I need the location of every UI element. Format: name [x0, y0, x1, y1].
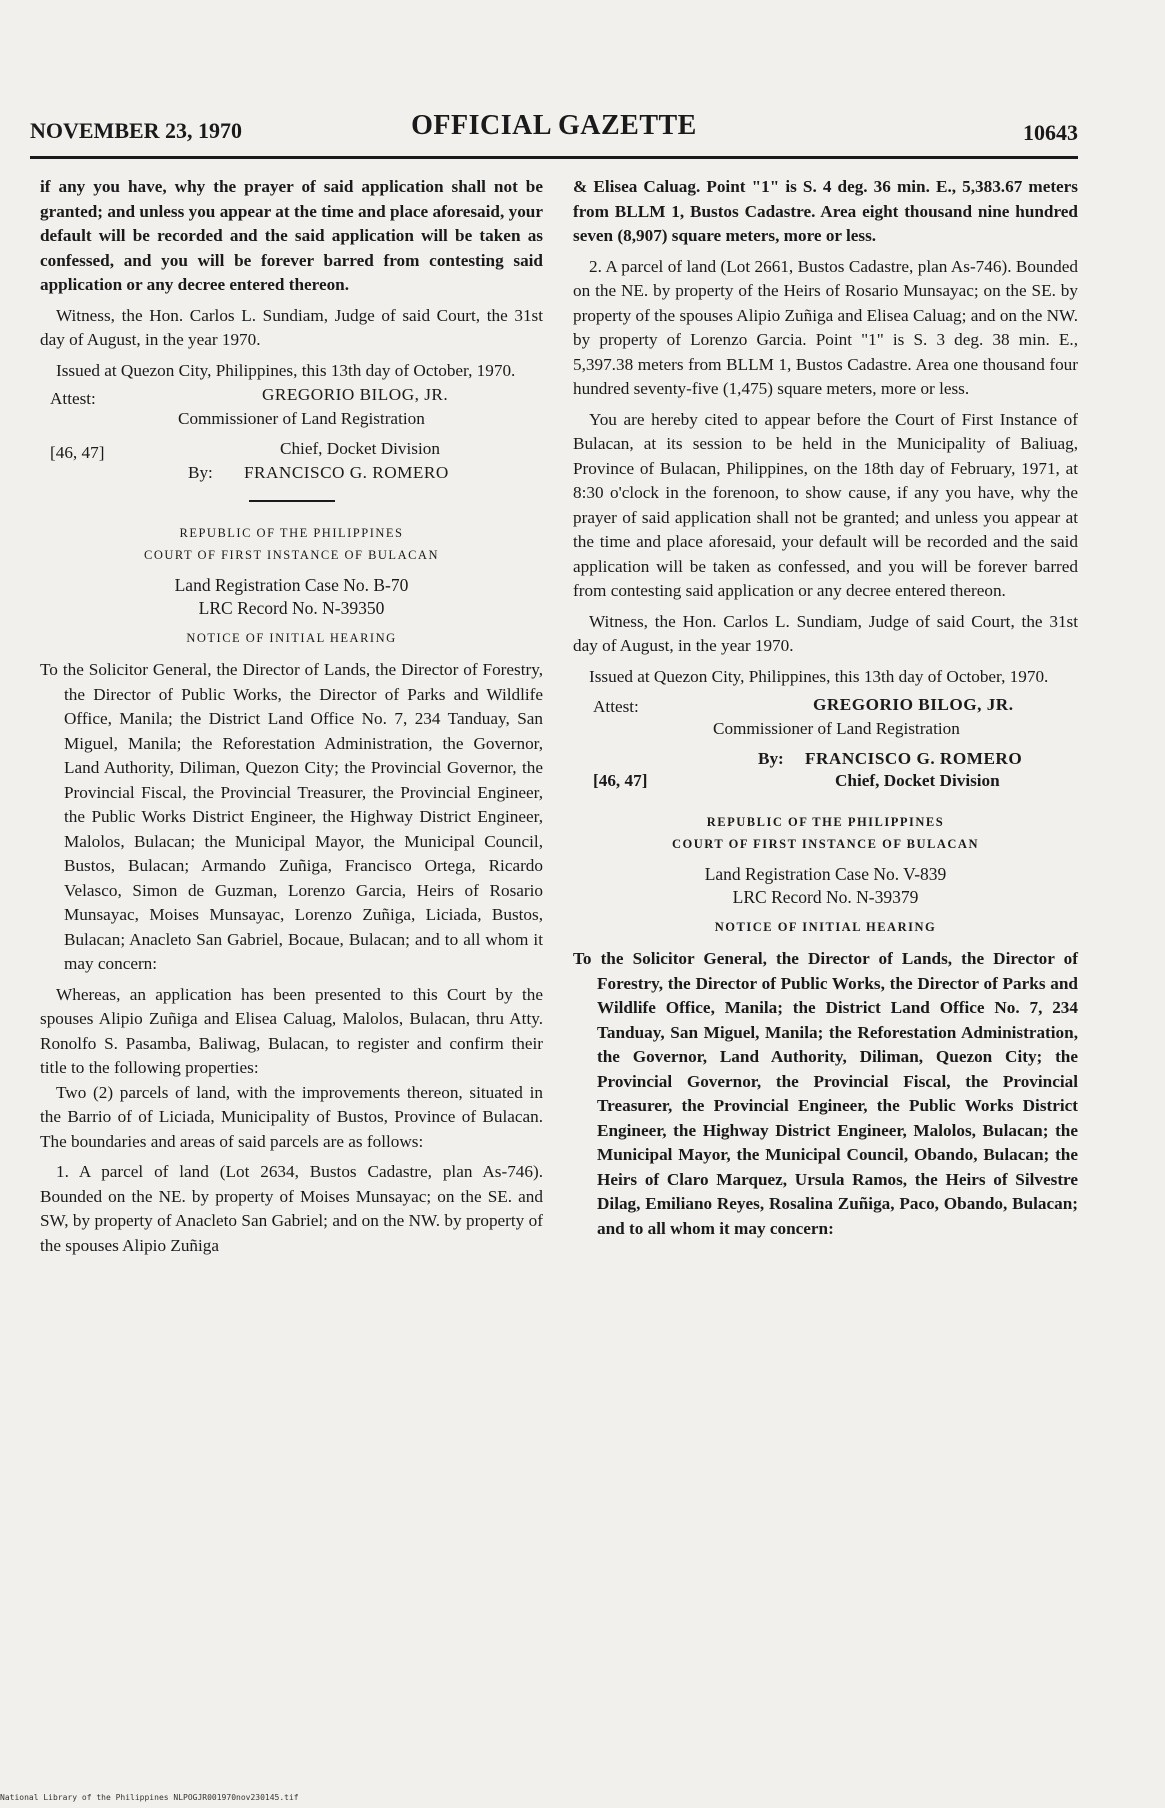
left-two-parcels: Two (2) parcels of land, with the improvements thereon, situated in the Barrio of of Liciada, Municipality of Bustos, Province of Bulacan. The boundaries and areas of said parcels are as follows: [40, 1082, 543, 1151]
header-rule [30, 156, 1078, 159]
left-attest-label: Attest: [50, 389, 96, 408]
right-column [573, 175, 1078, 1241]
right-ref: [46, 47] [593, 771, 648, 790]
right-attest-name: GREGORIO BILOG, JR. [813, 695, 1014, 714]
page-header [30, 108, 1078, 154]
right-chief-name: FRANCISCO G. ROMERO [805, 749, 1023, 768]
right-attest-block [573, 689, 1078, 789]
left-republic: REPUBLIC OF THE PHILIPPINES [179, 526, 404, 540]
left-witness: Witness, the Hon. Carlos L. Sundiam, Judge of said Court, the 31st day of August, in the year 1970. [40, 305, 543, 349]
issue-date: NOVEMBER 23, 1970 [30, 118, 243, 143]
right-court: COURT OF FIRST INSTANCE OF BULACAN [672, 837, 979, 851]
left-whereas: Whereas, an application has been presented to this Court by the spouses Alipio Zuñiga and Elisea Caluag, Malolos, Bulacan, thru Atty. Ronolfo S. Pasamba, Baliwag, Bulacan, to register and confirm their title to the following properties: [40, 984, 543, 1077]
left-attest-block [40, 383, 543, 488]
right-republic: REPUBLIC OF THE PHILIPPINES [706, 815, 945, 829]
page-number: 10643 [1023, 120, 1078, 145]
right-parcel-2: 2. A parcel of land (Lot 2661, Bustos Cadastre, plan As-746). Bounded on the NE. by property of the Heirs of Rosario Munsayac; on the SE. by property of the spouses Alipio Zuñiga and Elisea Caluag; and on the NW. by property of Lorenzo Garcia. Point "1" is S. 3 deg. 38 min. E., 5,397.38 meters from BLLM 1, Bustos Cadastre. Area one thousand four hundred seventy-five (1,475) square meters, more or less. [573, 256, 1078, 398]
left-issued: Issued at Quezon City, Philippines, this 13th day of October, 1970. [56, 360, 516, 380]
right-citation: You are hereby cited to appear before the Court of First Instance of Bulacan, at its session to be held in the Municipality of Baliuag, Province of Bulacan, Philippines, on the 18th day of February, 1971, at 8:30 o'clock in the forenoon, to show cause, if any you have, why the prayer of said application shall not be granted; and unless you appear at the time and place aforesaid, your default will be recorded and the said application will be taken as confessed, and you will be forever barred from contesting said application or any decree entered thereon. [573, 409, 1078, 600]
right-notice-heading: NOTICE OF INITIAL HEARING [714, 920, 937, 934]
right-case-number: Land Registration Case No. V-839 [704, 864, 947, 884]
right-record-number: LRC Record No. N-39379 [732, 887, 919, 907]
left-addressees: To the Solicitor General, the Director of Lands, the Director of Forestry, the Director of Public Works, the Director of Parks and Wildlife Office, Manila; the District Land Office No. 7, 234 Tanduay, San Miguel, Manila; the Reforestation Administration, the Governor, Land Authority, Diliman, Quezon City; the Provincial Governor, the Provincial Fiscal, the Provincial Treasurer, the Provincial Engineer, the Public Works District Engineer, the Highway District Engineer, Malolos, Bulacan; the Municipal Mayor, the Municipal Council, Bustos, Bulacan; Armando Zuñiga, Francisco Ortega, Ricardo Velasco, Simon de Guzman, Lorenzo Garcia, Heirs of Rosario Munsayac, Moises Munsayac, Lorenzo Zuñiga, Liciada, Bustos, Bulacan; Anacleto San Gabriel, Bocaue, Bulacan; and to all whom it may concern: [40, 660, 543, 973]
right-issued: Issued at Quezon City, Philippines, this 13th day of October, 1970. [589, 666, 1049, 686]
right-attest-title: Commissioner of Land Registration [713, 719, 960, 738]
left-chief-title: Chief, Docket Division [280, 439, 440, 458]
section-divider [249, 500, 335, 502]
left-paragraph-1: if any you have, why the prayer of said application shall not be granted; and unless you appear at the time and place aforesaid, your default will be recorded and the said application will be taken as confessed, and you will be forever barred from contesting said application or any decree entered thereon. [40, 177, 543, 294]
left-attest-title: Commissioner of Land Registration [178, 409, 425, 428]
left-chief-name: FRANCISCO G. ROMERO [244, 463, 449, 482]
left-record-number: LRC Record No. N-39350 [198, 598, 385, 618]
left-court: COURT OF FIRST INSTANCE OF BULACAN [143, 548, 439, 562]
right-by-label: By: [758, 749, 784, 768]
left-case-number: Land Registration Case No. B-70 [174, 575, 409, 595]
scan-footer: National Library of the Philippines NLPOGJR001970nov230145.tif [0, 1793, 299, 1802]
right-chief-title: Chief, Docket Division [835, 771, 1000, 790]
left-notice-heading: NOTICE OF INITIAL HEARING [186, 631, 397, 645]
publication-title: OFFICIAL GAZETTE [411, 110, 697, 141]
right-attest-label: Attest: [593, 697, 639, 716]
left-ref: [46, 47] [50, 443, 105, 462]
right-addressees: To the Solicitor General, the Director of Lands, the Director of Forestry, the Director of Public Works, the Director of Parks and Wildlife Office, Manila; the District Land Office No. 7, 234 Tanduay, San Miguel, Manila; the Reforestation Administration, the Governor, Land Authority, Diliman, Quezon City; the Provincial Governor, the Provincial Fiscal, the Provincial Treasurer, the Provincial Engineer, the Public Works District Engineer, the Highway District Engineer, Malolos, Bulacan; the Municipal Mayor, the Municipal Council, Obando, Bulacan; the Heirs of Claro Marquez, Ursula Ramos, the Heirs of Silvestre Dilag, Emiliano Reyes, Rosalina Zuñiga, Paco, Obando, Bulacan; and to all whom it may concern: [573, 949, 1078, 1238]
left-parcel-1: 1. A parcel of land (Lot 2634, Bustos Cadastre, plan As-746). Bounded on the NE. by property of Moises Munsayac; on the SE. and SW, by property of Anacleto San Gabriel; and on the NW. by property of the spouses Alipio Zuñiga [40, 1162, 543, 1255]
left-attest-name: GREGORIO BILOG, JR. [262, 385, 449, 404]
right-paragraph-1: & Elisea Caluag. Point "1" is S. 4 deg. 36 min. E., 5,383.67 meters from BLLM 1, Bustos Cadastre. Area eight thousand nine hundred seven (8,907) square meters, more or less. [573, 177, 1078, 245]
left-column [40, 175, 543, 1258]
left-by-label: By: [188, 463, 213, 482]
right-witness: Witness, the Hon. Carlos L. Sundiam, Judge of said Court, the 31st day of August, in the year 1970. [573, 611, 1078, 655]
